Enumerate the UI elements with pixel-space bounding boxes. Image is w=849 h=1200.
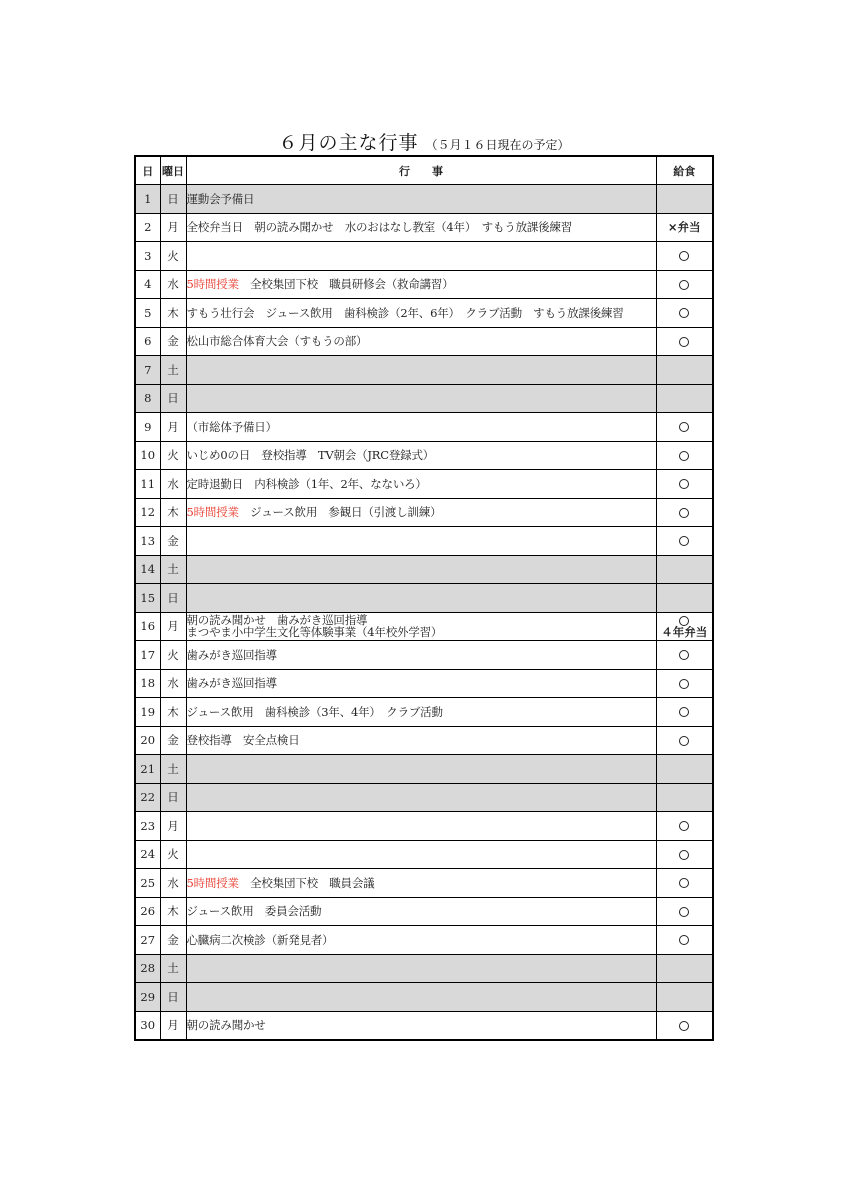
- cell-weekday: 水: [160, 869, 186, 898]
- table-row: [135, 555, 713, 584]
- circle-icon: [679, 616, 689, 626]
- events-text: 心臓病二次検診（新発見者）: [186, 932, 334, 947]
- events-text: ジュース飲用 参観日（引渡し訓練）: [238, 505, 442, 520]
- cell-day: 16: [135, 612, 160, 641]
- cell-day: 28: [135, 954, 160, 983]
- cell-weekday: 月: [160, 213, 186, 242]
- page-title: [134, 128, 714, 155]
- table-row: [135, 527, 713, 556]
- circle-icon: [679, 337, 689, 347]
- events-text: （市総体予備日）: [186, 419, 277, 434]
- cell-day: 26: [135, 897, 160, 926]
- events-text: すもう壮行会 ジュース飲用 歯科検診（2年、6年） クラブ活動 すもう放課後練習: [186, 305, 624, 320]
- cell-weekday: 日: [160, 584, 186, 613]
- table-row: [135, 869, 713, 898]
- cell-weekday: 金: [160, 926, 186, 955]
- cell-weekday: 木: [160, 299, 186, 328]
- cell-events: [186, 555, 656, 584]
- header-row: [135, 156, 713, 185]
- cell-meal: [656, 441, 713, 470]
- events-text: 朝の読み聞かせ: [186, 1018, 266, 1033]
- cell-events: [186, 954, 656, 983]
- cell-events: [186, 698, 656, 727]
- cell-meal: [656, 641, 713, 670]
- cell-day: 3: [135, 242, 160, 271]
- cell-meal: [656, 270, 713, 299]
- cell-day: 4: [135, 270, 160, 299]
- cell-meal: [656, 954, 713, 983]
- cell-events: [186, 897, 656, 926]
- cell-weekday: 日: [160, 783, 186, 812]
- cell-meal: [656, 783, 713, 812]
- events-text: 全校集団下校 職員研修会（救命講習）: [238, 277, 454, 292]
- cell-weekday: 月: [160, 1011, 186, 1040]
- table-row: [135, 954, 713, 983]
- cell-day: 9: [135, 413, 160, 442]
- cell-meal: [656, 926, 713, 955]
- cell-weekday: 土: [160, 755, 186, 784]
- circle-icon: [679, 878, 689, 888]
- circle-icon: [679, 508, 689, 518]
- cell-day: 18: [135, 669, 160, 698]
- circle-icon: [679, 422, 689, 432]
- cell-weekday: 月: [160, 812, 186, 841]
- cell-day: 12: [135, 498, 160, 527]
- cell-day: 2: [135, 213, 160, 242]
- cell-day: 27: [135, 926, 160, 955]
- cell-weekday: 水: [160, 470, 186, 499]
- cell-meal: [656, 498, 713, 527]
- table-row: [135, 812, 713, 841]
- circle-icon: [679, 736, 689, 746]
- cell-weekday: 日: [160, 384, 186, 413]
- cell-events: [186, 812, 656, 841]
- events-text: 歯みがき巡回指導: [186, 676, 277, 691]
- table-row: [135, 983, 713, 1012]
- circle-icon: [679, 1021, 689, 1031]
- table-row: [135, 897, 713, 926]
- cell-weekday: 金: [160, 327, 186, 356]
- cell-events: [186, 384, 656, 413]
- cell-day: 8: [135, 384, 160, 413]
- cell-meal: [656, 698, 713, 727]
- cell-meal: [656, 185, 713, 214]
- cell-events: [186, 299, 656, 328]
- cell-events: [186, 527, 656, 556]
- table-row: [135, 498, 713, 527]
- cell-day: 21: [135, 755, 160, 784]
- cell-day: 30: [135, 1011, 160, 1040]
- circle-icon: [679, 451, 689, 461]
- schedule-table: [134, 155, 714, 1041]
- cell-events: [186, 1011, 656, 1040]
- cell-day: 11: [135, 470, 160, 499]
- cell-day: 13: [135, 527, 160, 556]
- event-line: まつやま小中学生文化等体験事業（4年校外学習）: [186, 625, 443, 640]
- circle-icon: [679, 850, 689, 860]
- cell-events: [186, 641, 656, 670]
- cell-meal: [656, 299, 713, 328]
- cell-weekday: 金: [160, 726, 186, 755]
- cell-day: 10: [135, 441, 160, 470]
- circle-icon: [679, 479, 689, 489]
- cell-weekday: 月: [160, 612, 186, 641]
- cell-day: 22: [135, 783, 160, 812]
- header-events: 行 事: [186, 156, 656, 185]
- cell-meal: [656, 840, 713, 869]
- events-text: 運動会予備日: [186, 191, 255, 206]
- highlight-text: 5時間授業: [186, 505, 239, 520]
- cell-meal: [656, 669, 713, 698]
- cell-events: [186, 612, 656, 641]
- circle-icon: [679, 679, 689, 689]
- table-row: [135, 698, 713, 727]
- table-row: [135, 470, 713, 499]
- circle-icon: [679, 907, 689, 917]
- events-text: 全校集団下校 職員会議: [238, 875, 375, 890]
- event-line: 朝の読み聞かせ 歯みがき巡回指導: [186, 613, 368, 628]
- cell-weekday: 火: [160, 242, 186, 271]
- table-row: [135, 384, 713, 413]
- cell-weekday: 土: [160, 954, 186, 983]
- cell-weekday: 土: [160, 356, 186, 385]
- cell-events: [186, 669, 656, 698]
- circle-icon: [679, 251, 689, 261]
- table-row: [135, 185, 713, 214]
- circle-icon: [679, 935, 689, 945]
- table-row: [135, 441, 713, 470]
- table-row: [135, 669, 713, 698]
- cell-day: 20: [135, 726, 160, 755]
- events-text: ジュース飲用 歯科検診（3年、4年） クラブ活動: [186, 704, 443, 719]
- cell-events: [186, 413, 656, 442]
- table-row: [135, 612, 713, 641]
- cell-day: 7: [135, 356, 160, 385]
- header-weekday: 曜日: [160, 156, 186, 185]
- title-main: ６月の主な行事: [278, 132, 419, 154]
- table-row: [135, 356, 713, 385]
- events-text: 定時退勤日 内科検診（1年、2年、なないろ）: [186, 476, 427, 491]
- cell-meal: [656, 470, 713, 499]
- cell-events: [186, 983, 656, 1012]
- cell-meal: [656, 327, 713, 356]
- cell-meal: [656, 356, 713, 385]
- cell-events: [186, 840, 656, 869]
- highlight-text: 5時間授業: [186, 277, 239, 292]
- table-row: [135, 840, 713, 869]
- cell-meal: [656, 869, 713, 898]
- table-row: [135, 327, 713, 356]
- cell-weekday: 日: [160, 185, 186, 214]
- cell-meal: [656, 527, 713, 556]
- cell-meal: [656, 755, 713, 784]
- meal-note: ４年弁当: [661, 625, 708, 640]
- cell-meal: [656, 612, 713, 641]
- cell-weekday: 金: [160, 527, 186, 556]
- cell-events: [186, 926, 656, 955]
- table-row: [135, 413, 713, 442]
- cell-weekday: 木: [160, 897, 186, 926]
- events-text: ジュース飲用 委員会活動: [186, 904, 322, 919]
- cell-events: [186, 441, 656, 470]
- cell-weekday: 土: [160, 555, 186, 584]
- cell-events: [186, 869, 656, 898]
- circle-icon: [679, 536, 689, 546]
- cell-events: [186, 242, 656, 271]
- header-meal: 給食: [656, 156, 713, 185]
- cell-events: [186, 783, 656, 812]
- cell-meal: [656, 983, 713, 1012]
- cell-events: [186, 498, 656, 527]
- table-row: [135, 213, 713, 242]
- cell-day: 29: [135, 983, 160, 1012]
- cell-events: [186, 356, 656, 385]
- cell-day: 5: [135, 299, 160, 328]
- cell-events: [186, 213, 656, 242]
- circle-icon: [679, 821, 689, 831]
- cell-meal: [656, 1011, 713, 1040]
- circle-icon: [679, 650, 689, 660]
- cell-day: 6: [135, 327, 160, 356]
- cell-day: 1: [135, 185, 160, 214]
- cell-meal: [656, 584, 713, 613]
- cell-weekday: 水: [160, 669, 186, 698]
- table-row: [135, 755, 713, 784]
- table-row: [135, 584, 713, 613]
- cell-events: [186, 327, 656, 356]
- table-row: [135, 242, 713, 271]
- events-text: いじめ0の日 登校指導 TV朝会（JRC登録式）: [186, 448, 435, 463]
- cell-day: 15: [135, 584, 160, 613]
- cell-day: 14: [135, 555, 160, 584]
- cell-day: 25: [135, 869, 160, 898]
- cell-day: 17: [135, 641, 160, 670]
- circle-icon: [679, 308, 689, 318]
- table-row: [135, 1011, 713, 1040]
- table-row: [135, 641, 713, 670]
- circle-icon: [679, 280, 689, 290]
- cell-meal: [656, 726, 713, 755]
- cell-events: [186, 726, 656, 755]
- cell-meal: [656, 897, 713, 926]
- highlight-text: 5時間授業: [186, 875, 239, 890]
- cell-meal: [656, 413, 713, 442]
- cell-weekday: 木: [160, 498, 186, 527]
- cell-meal: ×弁当: [656, 213, 713, 242]
- events-text: 松山市総合体育大会（すもうの部）: [186, 334, 368, 349]
- cell-events: [186, 470, 656, 499]
- cell-day: 23: [135, 812, 160, 841]
- cell-events: [186, 584, 656, 613]
- cell-events: [186, 755, 656, 784]
- cell-weekday: 火: [160, 441, 186, 470]
- cell-day: 19: [135, 698, 160, 727]
- cell-events: [186, 270, 656, 299]
- cell-weekday: 日: [160, 983, 186, 1012]
- cell-meal: [656, 812, 713, 841]
- cell-weekday: 火: [160, 840, 186, 869]
- cell-weekday: 木: [160, 698, 186, 727]
- table-row: [135, 926, 713, 955]
- cell-day: 24: [135, 840, 160, 869]
- circle-icon: [679, 707, 689, 717]
- events-text: 全校弁当日 朝の読み聞かせ 水のおはなし教室（4年） すもう放課後練習: [186, 220, 573, 235]
- table-row: [135, 299, 713, 328]
- cell-events: [186, 185, 656, 214]
- table-row: [135, 783, 713, 812]
- cell-weekday: 火: [160, 641, 186, 670]
- cell-weekday: 月: [160, 413, 186, 442]
- cell-meal: [656, 242, 713, 271]
- header-day: 日: [135, 156, 160, 185]
- table-row: [135, 270, 713, 299]
- table-row: [135, 726, 713, 755]
- cell-weekday: 水: [160, 270, 186, 299]
- events-text: 登校指導 安全点検日: [186, 733, 300, 748]
- cell-meal: [656, 555, 713, 584]
- events-text: 歯みがき巡回指導: [186, 647, 277, 662]
- cell-meal: [656, 384, 713, 413]
- title-subtitle: （５月１６日現在の予定）: [425, 138, 570, 152]
